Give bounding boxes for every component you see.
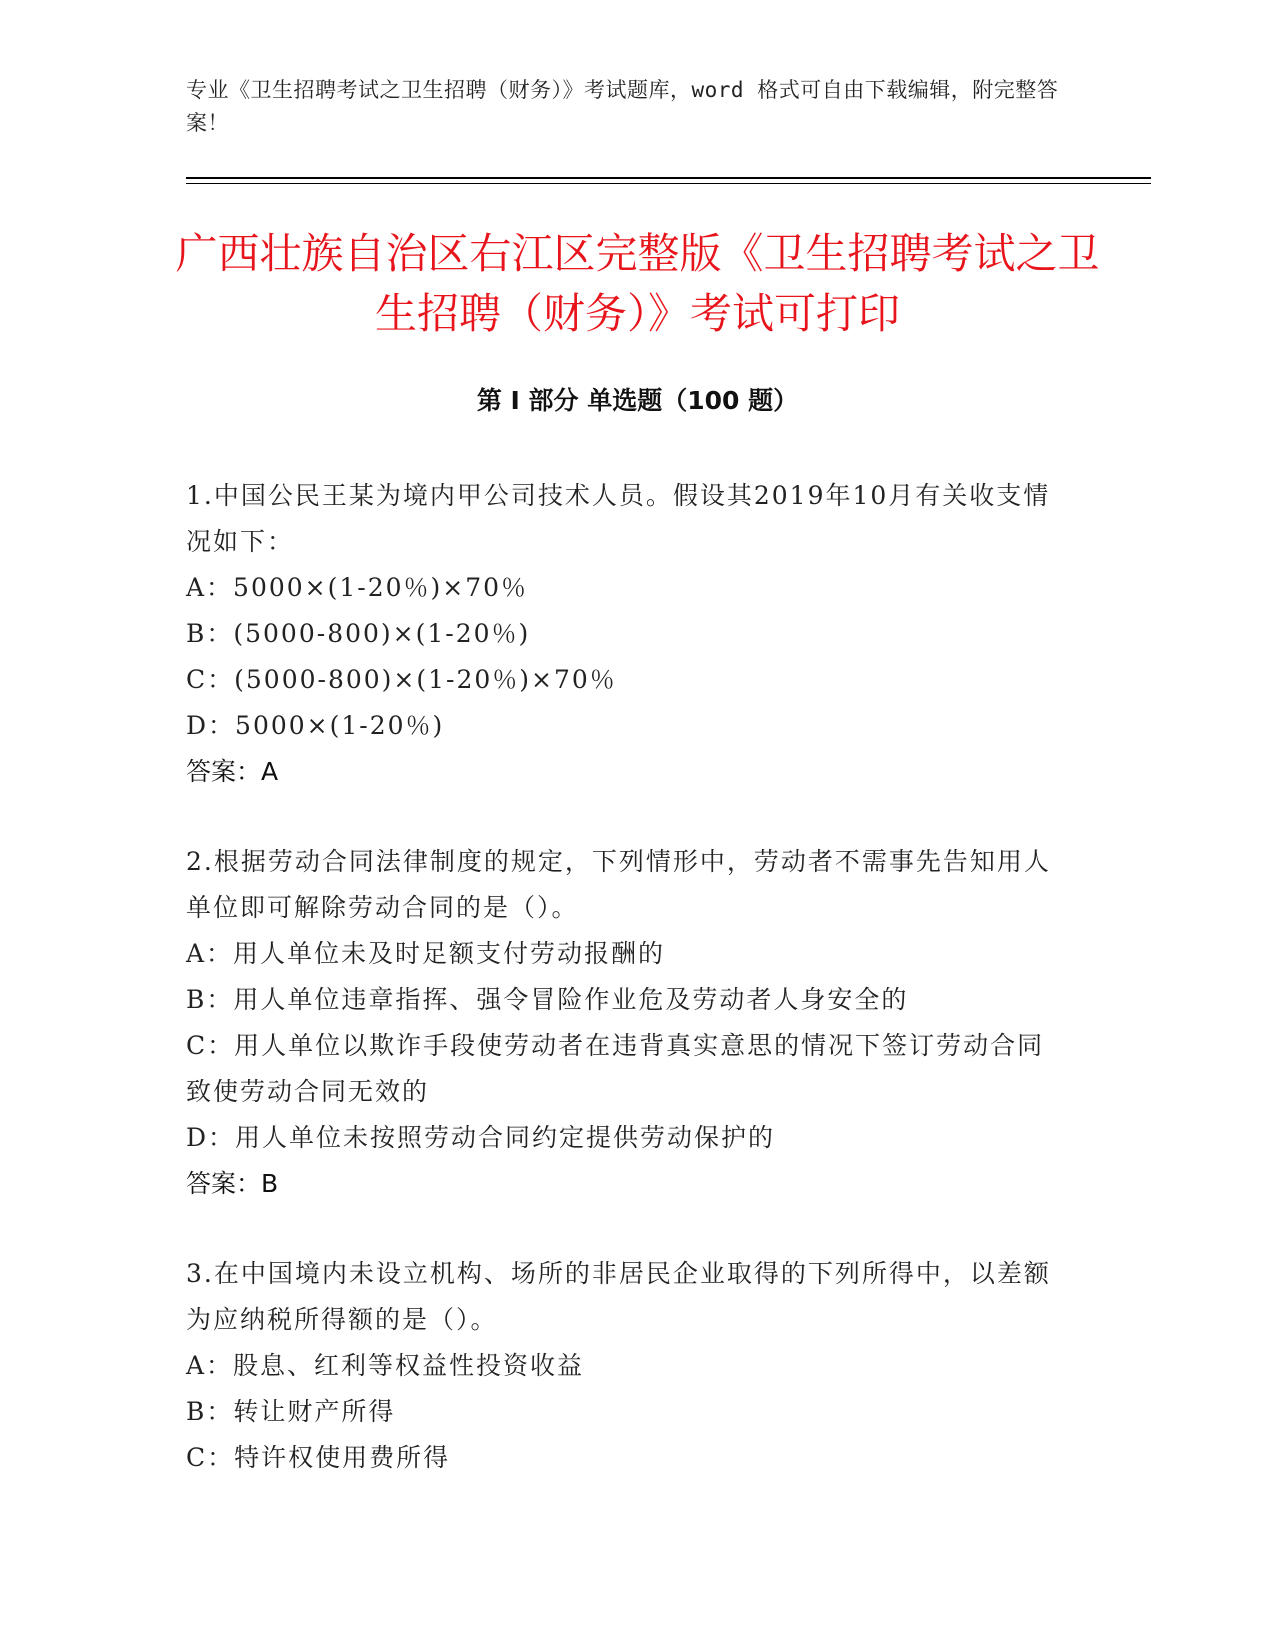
option-a: A：用人单位未及时足额支付劳动报酬的 [186, 939, 666, 968]
option-d: D：用人单位未按照劳动合同约定提供劳动保护的 [186, 1123, 776, 1152]
question-3 [186, 1251, 1066, 1481]
question-stem: 2.根据劳动合同法律制度的规定，下列情形中，劳动者不需事先告知用人单位即可解除劳动合同的是（）。 [186, 847, 1051, 922]
option-b: B：用人单位违章指挥、强令冒险作业危及劳动者人身安全的 [186, 985, 909, 1014]
option-a: A：5000×(1-20％)×70％ [186, 573, 529, 602]
option-a: A：股息、红利等权益性投资收益 [186, 1351, 585, 1380]
question-list [186, 473, 1066, 1525]
section-title: 第 I 部分 单选题（100 题） [476, 386, 799, 415]
option-b: B：(5000-800)×(1-20％) [186, 619, 531, 648]
header-divider-thin [186, 183, 1151, 184]
answer: 答案：B [186, 1169, 279, 1198]
question-2 [186, 839, 1066, 1207]
document-title: 广西壮族自治区右江区完整版《卫生招聘考试之卫生招聘（财务）》考试可打印 [175, 229, 1100, 338]
option-c: C：用人单位以欺诈手段使劳动者在违背真实意思的情况下签订劳动合同致使劳动合同无效的 [186, 1031, 1045, 1106]
option-b: B：转让财产所得 [186, 1397, 396, 1426]
option-c: C：特许权使用费所得 [186, 1443, 451, 1472]
option-d: D：5000×(1-20％) [186, 711, 445, 740]
header-note: 专业《卫生招聘考试之卫生招聘（财务）》考试题库，word 格式可自由下载编辑，附完整答案！ [186, 78, 1059, 135]
answer: 答案：A [186, 757, 279, 786]
question-1 [186, 473, 1066, 795]
header-divider-thick [186, 177, 1151, 179]
option-c: C：(5000-800)×(1-20％)×70％ [186, 665, 617, 694]
question-stem: 3.在中国境内未设立机构、场所的非居民企业取得的下列所得中，以差额为应纳税所得额的是（）。 [186, 1259, 1051, 1334]
question-stem: 1.中国公民王某为境内甲公司技术人员。假设其2019年10月有关收支情况如下： [186, 481, 1051, 556]
